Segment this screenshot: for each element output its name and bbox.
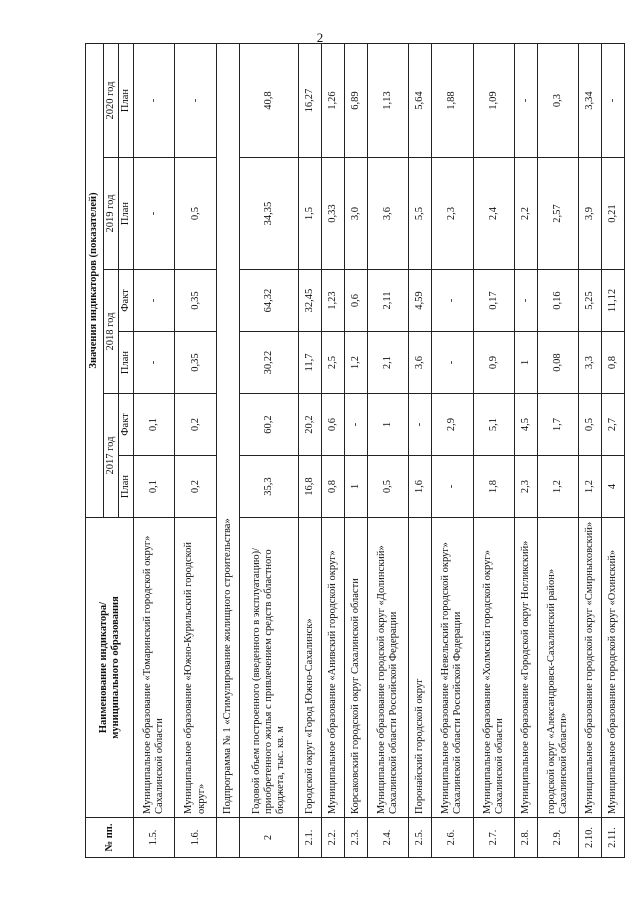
row-name: Муниципальное образование «Анивский городской округ» bbox=[322, 518, 345, 818]
cell-fact-2018: 2,11 bbox=[368, 270, 409, 332]
cell-fact-2018: 1,23 bbox=[322, 270, 345, 332]
row-name: Муниципальное образование «Невельский городской округ» Сахалинской области Российской Федерации bbox=[432, 518, 473, 818]
cell-plan-2018: 2,5 bbox=[322, 332, 345, 394]
cell-fact-2017: 4,5 bbox=[514, 394, 537, 456]
cell-plan-2018: 0,35 bbox=[175, 332, 216, 394]
cell-fact-2018: 5,25 bbox=[579, 270, 602, 332]
table-body bbox=[134, 44, 625, 858]
row-name: Муниципальное образование «Южно-Курильский городской округ» bbox=[175, 518, 216, 818]
rotated-table-container bbox=[85, 44, 625, 858]
row-num: 2.5. bbox=[409, 818, 432, 858]
header-num: № пп. bbox=[86, 818, 134, 858]
table-row bbox=[345, 44, 368, 858]
cell-plan-2020: 6,89 bbox=[345, 44, 368, 158]
cell-fact-2017: 2,7 bbox=[601, 394, 624, 456]
table-row bbox=[368, 44, 409, 858]
row-num: 2.10. bbox=[579, 818, 602, 858]
cell-fact-2017: 20,2 bbox=[299, 394, 322, 456]
cell-fact-2018: 32,45 bbox=[299, 270, 322, 332]
cell-fact-2017: - bbox=[409, 394, 432, 456]
cell-fact-2018: - bbox=[432, 270, 473, 332]
table-row bbox=[322, 44, 345, 858]
cell-plan-2017: 4 bbox=[601, 456, 624, 518]
row-num: 2.4. bbox=[368, 818, 409, 858]
row-name: Муниципальное образование «Томаринский городской округ» Сахалинской области bbox=[134, 518, 175, 818]
cell-fact-2018: 64,32 bbox=[239, 270, 299, 332]
header-year-2020: 2020 год bbox=[104, 44, 119, 158]
row-name: Муниципальное образование «Холмский городской округ» Сахалинской области bbox=[473, 518, 514, 818]
row-name: Муниципальное образование «Городской округ Ногликский» bbox=[514, 518, 537, 818]
row-num: 2.9. bbox=[537, 818, 578, 858]
cell-fact-2018: 0,16 bbox=[537, 270, 578, 332]
cell-plan-2019: 0,21 bbox=[601, 158, 624, 270]
row-num bbox=[216, 818, 239, 858]
row-name: Корсаковский городской округ Сахалинской области bbox=[345, 518, 368, 818]
header-fact-2017: Факт bbox=[119, 394, 134, 456]
header-year-2018: 2018 год bbox=[104, 270, 119, 394]
cell-plan-2020: 1,26 bbox=[322, 44, 345, 158]
cell-fact-2017: 0,1 bbox=[134, 394, 175, 456]
cell-plan-2020: 16,27 bbox=[299, 44, 322, 158]
cell-fact-2017: 0,2 bbox=[175, 394, 216, 456]
cell-fact-2018: 11,12 bbox=[601, 270, 624, 332]
cell-plan-2020: - bbox=[601, 44, 624, 158]
row-num: 1.5. bbox=[134, 818, 175, 858]
cell-plan-2017: 1,2 bbox=[579, 456, 602, 518]
header-year-2017: 2017 год bbox=[104, 394, 119, 518]
header-values-title: Значения индикаторов (показателей) bbox=[86, 44, 104, 518]
row-num: 1.6. bbox=[175, 818, 216, 858]
row-num: 2.3. bbox=[345, 818, 368, 858]
cell-plan-2018: 3,3 bbox=[579, 332, 602, 394]
cell-plan-2019: 3,9 bbox=[579, 158, 602, 270]
table-row bbox=[514, 44, 537, 858]
cell-plan-2020: 1,09 bbox=[473, 44, 514, 158]
row-name: городской округ «Александровск-Сахалинский район» Сахалинской области» bbox=[537, 518, 578, 818]
cell-plan-2018: 0,8 bbox=[601, 332, 624, 394]
row-num: 2.8. bbox=[514, 818, 537, 858]
cell-plan-2017: 1 bbox=[345, 456, 368, 518]
cell-plan-2017: 1,8 bbox=[473, 456, 514, 518]
cell-plan-2019: 3,0 bbox=[345, 158, 368, 270]
cell-plan-2020: 0,3 bbox=[537, 44, 578, 158]
table-row bbox=[409, 44, 432, 858]
table-row bbox=[473, 44, 514, 858]
table-row bbox=[299, 44, 322, 858]
cell-plan-2019: - bbox=[134, 158, 175, 270]
table-row bbox=[239, 44, 299, 858]
page-number: 2 bbox=[316, 30, 324, 45]
row-name: Годовой объем построенного (введенного в эксплуатацию)/приобретенного жилья с привлечением средств областного бюджета, тыс. кв. м bbox=[239, 518, 299, 818]
cell-fact-2018: 0,6 bbox=[345, 270, 368, 332]
subprogram-row bbox=[216, 44, 239, 858]
cell-plan-2018: - bbox=[432, 332, 473, 394]
row-num: 2.2. bbox=[322, 818, 345, 858]
cell-plan-2017: 1,2 bbox=[537, 456, 578, 518]
cell-fact-2017: 0,5 bbox=[579, 394, 602, 456]
cell-plan-2018: - bbox=[134, 332, 175, 394]
table-row bbox=[175, 44, 216, 858]
row-num: 2.7. bbox=[473, 818, 514, 858]
cell-plan-2017: 1,6 bbox=[409, 456, 432, 518]
cell-plan-2018: 30,22 bbox=[239, 332, 299, 394]
cell-plan-2020: 3,34 bbox=[579, 44, 602, 158]
table-header bbox=[86, 44, 134, 858]
cell-plan-2018: 11,7 bbox=[299, 332, 322, 394]
row-name: Муниципальное образование городской округ «Охинский» bbox=[601, 518, 624, 818]
cell-fact-2017: 60,2 bbox=[239, 394, 299, 456]
cell-plan-2019: 34,35 bbox=[239, 158, 299, 270]
cell-plan-2017: 0,2 bbox=[175, 456, 216, 518]
table-row bbox=[579, 44, 602, 858]
cell-fact-2018: 0,35 bbox=[175, 270, 216, 332]
cell-fact-2017: 5,1 bbox=[473, 394, 514, 456]
cell-fact-2018: - bbox=[134, 270, 175, 332]
cell-fact-2017: 1 bbox=[368, 394, 409, 456]
table-row bbox=[537, 44, 578, 858]
row-name: Муниципальное образование городской округ «Смирныховский» bbox=[579, 518, 602, 818]
cell-plan-2020: 1,13 bbox=[368, 44, 409, 158]
indicators-table bbox=[85, 43, 625, 858]
row-name: Поронайский городской округ bbox=[409, 518, 432, 818]
cell-plan-2019: 1,5 bbox=[299, 158, 322, 270]
cell-plan-2019: 2,4 bbox=[473, 158, 514, 270]
row-num: 2.11. bbox=[601, 818, 624, 858]
header-name bbox=[86, 518, 134, 818]
cell-fact-2017: 1,7 bbox=[537, 394, 578, 456]
table-row bbox=[432, 44, 473, 858]
cell-plan-2019: 2,57 bbox=[537, 158, 578, 270]
cell-plan-2020: - bbox=[514, 44, 537, 158]
cell-plan-2017: 16,8 bbox=[299, 456, 322, 518]
table-row bbox=[601, 44, 624, 858]
row-num: 2.1. bbox=[299, 818, 322, 858]
cell-plan-2020: 5,64 bbox=[409, 44, 432, 158]
cell-plan-2017: 35,3 bbox=[239, 456, 299, 518]
cell-plan-2018: 1,2 bbox=[345, 332, 368, 394]
cell-plan-2020: - bbox=[175, 44, 216, 158]
cell-plan-2017: 2,3 bbox=[514, 456, 537, 518]
cell-plan-2019: 3,6 bbox=[368, 158, 409, 270]
cell-plan-2018: 2,1 bbox=[368, 332, 409, 394]
row-name: Городской округ «Город Южно-Сахалинск» bbox=[299, 518, 322, 818]
header-plan-2020: План bbox=[119, 44, 134, 158]
cell-plan-2019: 5,5 bbox=[409, 158, 432, 270]
cell-fact-2017: 2,9 bbox=[432, 394, 473, 456]
row-num: 2.6. bbox=[432, 818, 473, 858]
cell-plan-2019: 0,33 bbox=[322, 158, 345, 270]
header-plan-2018: План bbox=[119, 332, 134, 394]
cell-plan-2018: 0,9 bbox=[473, 332, 514, 394]
cell-fact-2018: - bbox=[514, 270, 537, 332]
cell-plan-2018: 1 bbox=[514, 332, 537, 394]
row-name: Муниципальное образование городской округ «Долинский» Сахалинской области Российской Федерации bbox=[368, 518, 409, 818]
cell-plan-2019: 2,3 bbox=[432, 158, 473, 270]
row-num: 2 bbox=[239, 818, 299, 858]
cell-fact-2018: 0,17 bbox=[473, 270, 514, 332]
header-fact-2018: Факт bbox=[119, 270, 134, 332]
table-row bbox=[134, 44, 175, 858]
cell-plan-2018: 3,6 bbox=[409, 332, 432, 394]
cell-plan-2019: 0,5 bbox=[175, 158, 216, 270]
header-name-line1: Наименование индикатора/ bbox=[97, 601, 109, 734]
cell-fact-2017: 0,6 bbox=[322, 394, 345, 456]
cell-plan-2017: 0,8 bbox=[322, 456, 345, 518]
cell-fact-2017: - bbox=[345, 394, 368, 456]
cell-plan-2020: 1,88 bbox=[432, 44, 473, 158]
cell-fact-2018: 4,59 bbox=[409, 270, 432, 332]
header-year-2019: 2019 год bbox=[104, 158, 119, 270]
cell-plan-2019: 2,2 bbox=[514, 158, 537, 270]
cell-plan-2020: 40,8 bbox=[239, 44, 299, 158]
cell-plan-2017: 0,1 bbox=[134, 456, 175, 518]
cell-plan-2018: 0,08 bbox=[537, 332, 578, 394]
cell-plan-2017: - bbox=[432, 456, 473, 518]
cell-plan-2020: - bbox=[134, 44, 175, 158]
header-plan-2019: План bbox=[119, 158, 134, 270]
header-plan-2017: План bbox=[119, 456, 134, 518]
cell-plan-2017: 0,5 bbox=[368, 456, 409, 518]
subprogram-title: Подпрограмма № 1 «Стимулирование жилищного строительства» bbox=[216, 44, 239, 818]
header-name-line2: муниципального образования bbox=[109, 596, 121, 739]
